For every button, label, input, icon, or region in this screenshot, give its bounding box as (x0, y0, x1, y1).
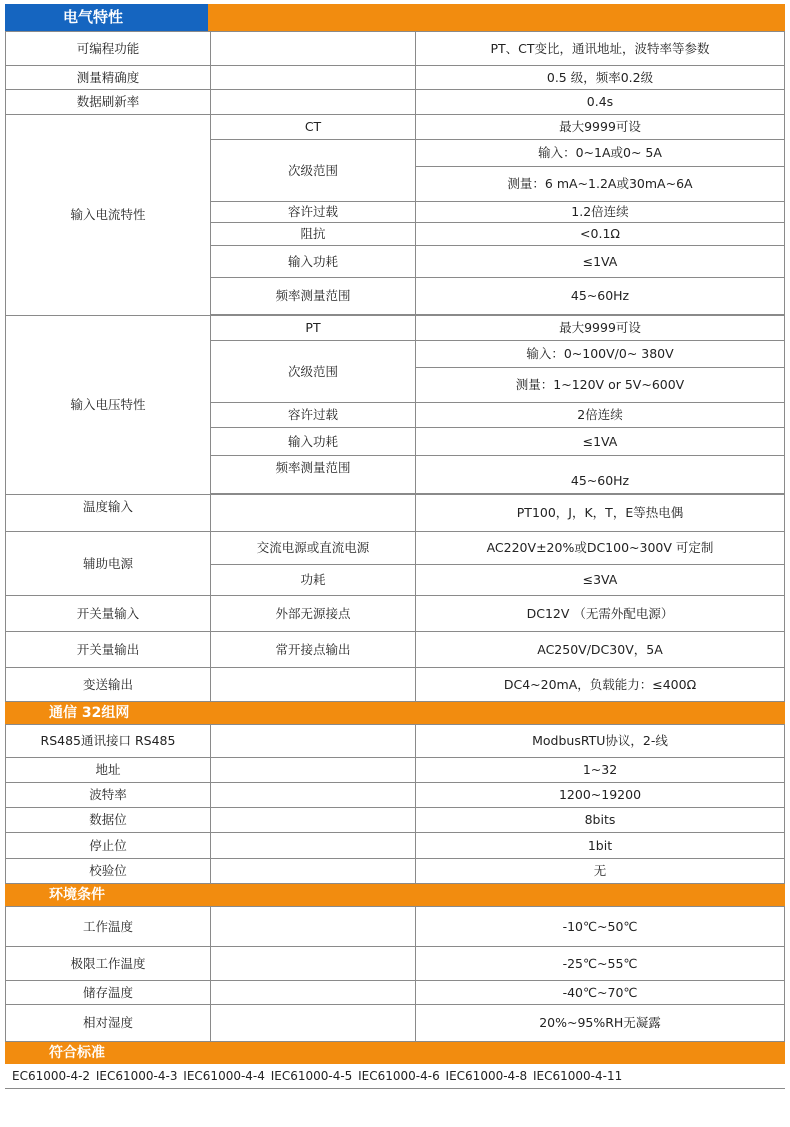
spec-value: 1.2倍连续 (416, 202, 785, 223)
spec-sub: 阻抗 (211, 223, 416, 246)
spec-sub (211, 725, 416, 758)
section-header-communication (5, 702, 785, 724)
spec-value: 1200~19200 (416, 783, 785, 808)
section-title: 电气特性 (63, 8, 124, 26)
spec-value: PT、CT变比，通讯地址，波特率等参数 (416, 32, 785, 66)
spec-sub (211, 981, 416, 1005)
spec-value: 最大9999可设 (416, 115, 785, 140)
spec-sub (211, 947, 416, 981)
spec-sub: 交流电源或直流电源 (211, 532, 416, 565)
spec-value: AC220V±20%或DC100~300V 可定制 (416, 532, 785, 565)
spec-value: 测量：1~120V or 5V~600V (416, 368, 785, 403)
spec-value: 最大9999可设 (416, 316, 785, 341)
section-title: 环境条件 (49, 887, 105, 903)
spec-value: 8bits (416, 808, 785, 833)
spec-label: 可编程功能 (6, 32, 211, 66)
spec-value: ModbusRTU协议，2-线 (416, 725, 785, 758)
spec-label: 变送输出 (6, 668, 211, 702)
spec-value: 1bit (416, 833, 785, 859)
spec-value: 0.5 级，频率0.2级 (416, 66, 785, 90)
spec-label: 储存温度 (6, 981, 211, 1005)
table-row (6, 859, 785, 884)
spec-value: 输入：0~1A或0~ 5A (416, 140, 785, 167)
table-row (6, 783, 785, 808)
spec-sub: 功耗 (211, 565, 416, 596)
spec-value: 0.4s (416, 90, 785, 115)
spec-sub (211, 833, 416, 859)
spec-sub: 容许过载 (211, 202, 416, 223)
spec-sub (211, 32, 416, 66)
table-row (6, 316, 785, 341)
spec-label: 数据位 (6, 808, 211, 833)
spec-sub (211, 66, 416, 90)
table-row (6, 668, 785, 702)
spec-value: -10℃~50℃ (416, 907, 785, 947)
spec-sub (211, 90, 416, 115)
spec-label: 数据刷新率 (6, 90, 211, 115)
spec-sub: PT (211, 316, 416, 341)
header-orange-bar (208, 4, 785, 31)
spec-value: 1~32 (416, 758, 785, 783)
table-row (6, 90, 785, 115)
spec-value: AC250V/DC30V，5A (416, 632, 785, 668)
spec-label: 输入电流特性 (6, 115, 211, 316)
spec-label: 温度输入 (6, 495, 211, 532)
section-title: 通信 32组网 (49, 705, 130, 721)
spec-value: 无 (416, 859, 785, 884)
spec-value: <0.1Ω (416, 223, 785, 246)
spec-value: DC12V （无需外配电源） (416, 596, 785, 632)
table-row (6, 66, 785, 90)
spec-sub: 常开接点输出 (211, 632, 416, 668)
section-title: 符合标准 (49, 1045, 105, 1061)
spec-label: 波特率 (6, 783, 211, 808)
spec-sub: CT (211, 115, 416, 140)
spec-sub (211, 1005, 416, 1042)
table-row (6, 725, 785, 758)
spec-sub: 频率测量范围 (211, 278, 416, 315)
spec-label: 工作温度 (6, 907, 211, 947)
table-row (6, 596, 785, 632)
table-row (6, 981, 785, 1005)
standards-list: EC61000-4-2 IEC61000-4-3 IEC61000-4-4 IEC61000-4-5 IEC61000-4-6 IEC61000-4-8 IEC61000-4-11 (5, 1064, 785, 1089)
spec-label: 开关量输入 (6, 596, 211, 632)
spec-label: 输入电压特性 (6, 316, 211, 495)
spec-label: 开关量输出 (6, 632, 211, 668)
spec-sub (211, 907, 416, 947)
section-header-environment (5, 884, 785, 906)
table-row (6, 907, 785, 947)
spec-value: ≤1VA (416, 246, 785, 278)
spec-label: 测量精确度 (6, 66, 211, 90)
electrical-spec-table (5, 31, 785, 702)
spec-value: 测量：6 mA~1.2A或30mA~6A (416, 167, 785, 202)
spec-value: ≤1VA (416, 428, 785, 456)
spec-sub (211, 668, 416, 702)
section-header-electrical (5, 4, 785, 31)
table-row (6, 808, 785, 833)
table-row (6, 833, 785, 859)
spec-value: 45~60Hz (416, 456, 785, 494)
spec-value: ≤3VA (416, 565, 785, 596)
table-row (6, 115, 785, 140)
spec-label: RS485通讯接口 RS485 (6, 725, 211, 758)
spec-label: 停止位 (6, 833, 211, 859)
spec-value: 45~60Hz (416, 278, 785, 315)
table-row (6, 32, 785, 66)
spec-sub: 容许过载 (211, 403, 416, 428)
spec-value: 输入：0~100V/0~ 380V (416, 341, 785, 368)
section-header-standards (5, 1042, 785, 1064)
spec-label: 地址 (6, 758, 211, 783)
spec-label: 校验位 (6, 859, 211, 884)
table-row (6, 1005, 785, 1042)
environment-spec-table (5, 906, 785, 1042)
spec-value: PT100，J，K，T，E等热电偶 (416, 495, 785, 532)
spec-sub: 外部无源接点 (211, 596, 416, 632)
spec-sub (211, 783, 416, 808)
table-row (6, 532, 785, 565)
spec-label: 辅助电源 (6, 532, 211, 596)
spec-sub: 输入功耗 (211, 428, 416, 456)
spec-label: 相对湿度 (6, 1005, 211, 1042)
spec-sub (211, 859, 416, 884)
spec-value: -40℃~70℃ (416, 981, 785, 1005)
spec-sheet (5, 4, 785, 1089)
spec-value: 2倍连续 (416, 403, 785, 428)
table-row (6, 632, 785, 668)
spec-sub: 次级范围 (211, 140, 416, 202)
spec-sub (211, 758, 416, 783)
spec-sub: 次级范围 (211, 341, 416, 403)
spec-value: -25℃~55℃ (416, 947, 785, 981)
spec-value: 20%~95%RH无凝露 (416, 1005, 785, 1042)
spec-sub: 频率测量范围 (211, 456, 416, 494)
spec-value: DC4~20mA，负载能力：≤400Ω (416, 668, 785, 702)
table-row (6, 947, 785, 981)
spec-label: 极限工作温度 (6, 947, 211, 981)
table-row (6, 758, 785, 783)
spec-sub (211, 808, 416, 833)
spec-sub (211, 495, 416, 532)
table-row (6, 495, 785, 532)
communication-spec-table (5, 724, 785, 884)
spec-sub: 输入功耗 (211, 246, 416, 278)
